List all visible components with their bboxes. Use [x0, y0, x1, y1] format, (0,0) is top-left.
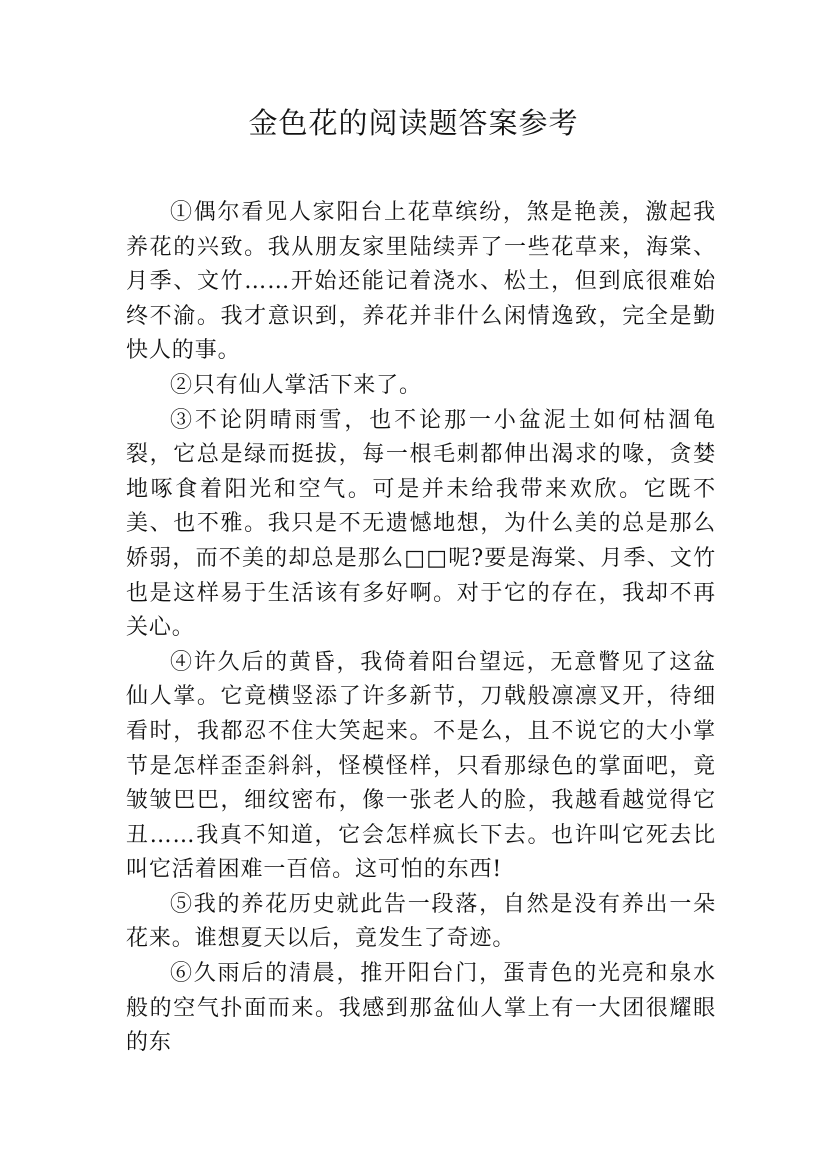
- paragraph-5: ⑤我的养花历史就此告一段落，自然是没有养出一朵花来。谁想夏天以后，竟发生了奇迹。: [126, 891, 716, 952]
- document-body: [126, 196, 716, 1061]
- paragraph-6: ⑥久雨后的清晨，推开阳台门，蛋青色的光亮和泉水般的空气扑面而来。我感到那盆仙人掌上有一大团很耀眼的东: [126, 961, 716, 1056]
- paragraph-1: ①偶尔看见人家阳台上花草缤纷，煞是艳羡，激起我养花的兴致。我从朋友家里陆续弄了一些花草来，海棠、月季、文竹……开始还能记着浇水、松土，但到底很难始终不渝。我才意识到，养花并非什么闲情逸致，完全是勤快人的事。: [126, 200, 716, 364]
- paragraph-4: ④许久后的黄昏，我倚着阳台望远，无意瞥见了这盆仙人掌。它竟横竖添了许多新节，刀戟般凛凛叉开，待细看时，我都忍不住大笑起来。不是么，且不说它的大小掌节是怎样歪歪斜斜，怪模怪样，只看那绿色的掌面吧，竟皱皱巴巴，细纹密布，像一张老人的脸，我越看越觉得它丑……我真不知道，它会怎样疯长下去。也许叫它死去比叫它活着困难一百倍。这可怕的东西!: [126, 649, 716, 883]
- paragraph-3: ③不论阴晴雨雪，也不论那一小盆泥土如何枯涸龟裂，它总是绿而挺拔，每一根毛刺都伸出渴求的喙，贪婪地啄食着阳光和空气。可是并未给我带来欢欣。它既不美、也不雅。我只是不无遗憾地想，为什么美的总是那么娇弱，而不美的却总是那么□□呢?要是海棠、月季、文竹也是这样易于生活该有多好啊。对于它的存在，我却不再关心。: [126, 407, 716, 641]
- paragraph-2: ②只有仙人掌活下来了。: [170, 372, 422, 398]
- document-title: 金色花的阅读题答案参考: [248, 106, 579, 140]
